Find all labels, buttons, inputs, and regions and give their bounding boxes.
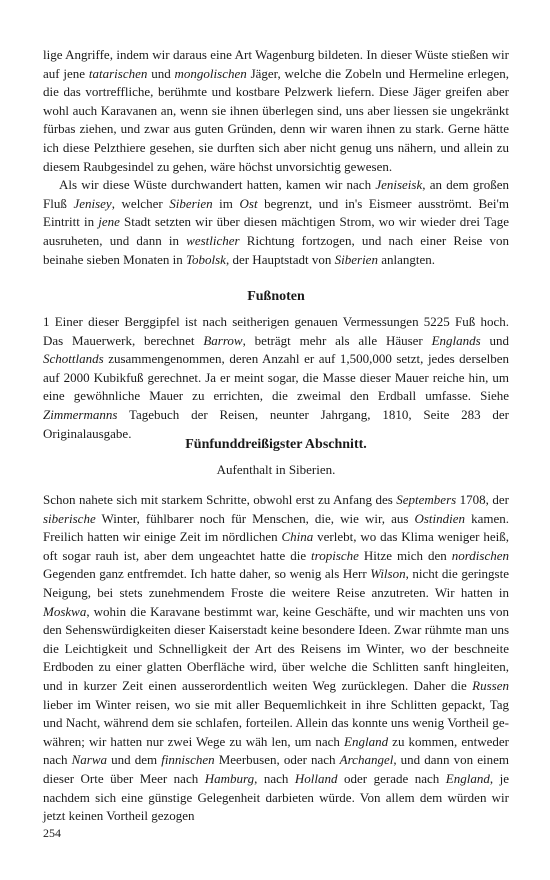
italic-term: Hamburg [204,770,255,786]
italic-term: Zimmermanns [43,406,118,422]
italic-term: Jenisey [73,195,112,211]
italic-term: Englands [431,332,481,348]
text-run: Tagebuch der Reisen, neunter Jahrgang, 1810, Seite 283 der Originalausgabe. [43,406,509,441]
text-run: begrenzt, und in's Eismeer ausströmt. Bei'm Eintritt in [43,195,509,230]
italic-term: England [344,733,389,749]
italic-term: mongolischen [174,65,247,81]
text-run: Als wir diese Wüste durchwandert hatten, kamen wir nach [59,177,376,193]
text-run: verlebt, wo das Klima weniger heiß, oft sogar rauh ist, aber dem ungeachtet hatte die [43,529,509,563]
italic-term: China [281,529,314,545]
italic-term: Narwa [71,752,108,768]
italic-term: Barrow [203,332,243,348]
footnote-1 [43,313,509,443]
text-run: und [147,65,175,81]
text-run: , und dann von einem dieser Orte über Meer nach [43,752,509,786]
italic-term: nordischen [451,547,509,563]
footnotes-heading: Fußnoten [247,289,305,304]
italic-term: Russen [472,677,509,693]
italic-term: Ostindien [414,510,466,526]
text-run: , wohin die Karavane bestimmt war, keine Geschäfte, und wir machten uns von den Sehenswürdigkeiten dieser Kaiserstadt keine besondere Ideen. Zwar rühmte man uns die Leichtigkeit und Schnelligkeit der Art des Reisens im Winter, wo der beschneite Erdboden zu einer glatten Oberfläche wird, über welche die Schlitten sanft hingleiten, und in kurzer Zeit einen ausserordentlich weiten Weg zurücklegen. Daher die [43,603,509,693]
text-run: 1 Einer dieser Berggipfel ist nach seitherigen genauen Vermessungen 5225 Fuß hoch. Das Mauerwerk, berechnet [43,314,509,348]
italic-term: Archangel [339,752,394,768]
italic-term: Ost [239,195,258,211]
text-run: lige Angriffe, indem wir daraus eine Art Wagenburg bildeten. In dieser Wüste stießen wir auf jene [43,47,509,81]
italic-term: Siberien [334,251,378,267]
text-run: , der Hauptstadt von [225,251,335,267]
text-run: Gegenden ganz entfremdet. Ich hatte daher, so wenig als Herr [43,566,371,582]
italic-term: Tobolsk [185,251,226,267]
italic-term: siberische [43,510,96,526]
text-run: , nach [254,770,295,786]
italic-term: Schottlands [43,351,104,367]
italic-term: tropische [311,547,359,563]
text-run: und dem [107,752,162,768]
italic-term: finnischen [161,752,215,768]
italic-term: westlicher [186,232,240,248]
italic-term: Wilson [370,566,406,582]
page-number: 254 [43,826,61,840]
chapter-text-block [43,491,509,826]
text-run: Meerbusen, oder nach [214,752,340,768]
italic-term: tatarischen [88,65,148,81]
italic-term: Jeniseisk [375,177,423,193]
chapter-title: Fünfunddreißigster Abschnitt. [185,437,367,452]
text-run: Stadt setzten wir über diesen mächtigen Strom, wo wir wieder drei Tage ausruheten, und dann in [43,214,509,248]
italic-term: Septembers [396,492,457,507]
text-run: , je nachdem sich eine günstige Gelegenheit darbieten würde. Von allem dem würden wir jetzt keinen Vortheil gezogen [43,770,509,824]
text-run: zu kommen, entweder nach [43,733,510,768]
text-run: und [480,332,510,348]
text-run: , beträgt mehr als alle Häuser [242,332,432,348]
text-run: zusammengenommen, deren Anzahl er auf 1,500,000 setzt, jedes derselben auf 2000 Kubikfuß gerechnet. Ja er meint sogar, die Masse dieser Mauer reiche hin, um eine gewöhnliche Mauer zu errichten, die zweimal den Erdball umfasse. Siehe [43,351,509,404]
text-run: , welcher [111,195,170,211]
text-run: oder gerade nach [337,770,446,786]
text-run: Winter, fühlbarer noch für Menschen, die, wie wir, aus [95,510,415,526]
paragraph-winter [43,491,509,826]
paragraph-jeniseisk [43,176,509,269]
text-run: Jäger, welche die Zobeln und Hermeline erlegen, die das vortreffliche, berühmte und kostbare Pelzwerk liefern. Diese Jäger greifen aber wohl auch Karavanen an, wenn sie ihnen überlegen sind, uns aber liessen sie ungekränkt fürbas ziehen, und zwar aus guten Gründen, denn wir waren ihnen zu stark. Gerne hätte ich diese Pelzthiere gesehen, sie durften sich aber nicht genug uns nähern, und allein zu diesem Raubgesindel zu gehen, wäre höchst unvorsichtig gewesen. [43,65,509,174]
footnote-block [43,313,509,443]
italic-term: Moskwa [43,603,87,619]
text-run: , an dem großen Fluß [43,177,509,211]
text-run: im [212,195,240,211]
text-run: anlangten. [377,251,435,267]
text-run: 1708, der [456,492,509,507]
italic-term: jene [98,214,120,230]
top-text-block [43,46,509,269]
text-run: Hitze mich den [358,547,452,563]
text-run: Richtung fortzogen, und nach einer Reise von beinahe sieben Monaten in [43,232,509,267]
italic-term: England [445,770,490,786]
text-run: Schon nahete sich mit starkem Schritte, obwohl erst zu Anfang des [43,492,397,507]
italic-term: Siberien [169,195,213,211]
text-run: kamen. Freilich hatten wir einige Zeit im nördlichen [43,510,509,545]
chapter-subtitle: Aufenthalt in Siberien. [216,462,336,477]
text-run: lieber im Winter reisen, wo sie mit aller Bequemlichkeit in ihre Schlitten gepackt, Tag und Nacht, während dem sie schlafen, forteilen. Allein das konnte uns wenig Vortheil gewähren; wir hatten nur zwei Wege zu wäh len, um nach [43,696,509,749]
text-run: , nicht die geringste Neigung, bei stets zunehmendem Froste die weitere Reise anzutreten. Wir hatten in [43,566,509,600]
italic-term: Holland [294,770,338,786]
paragraph-wagenburg [43,46,509,176]
